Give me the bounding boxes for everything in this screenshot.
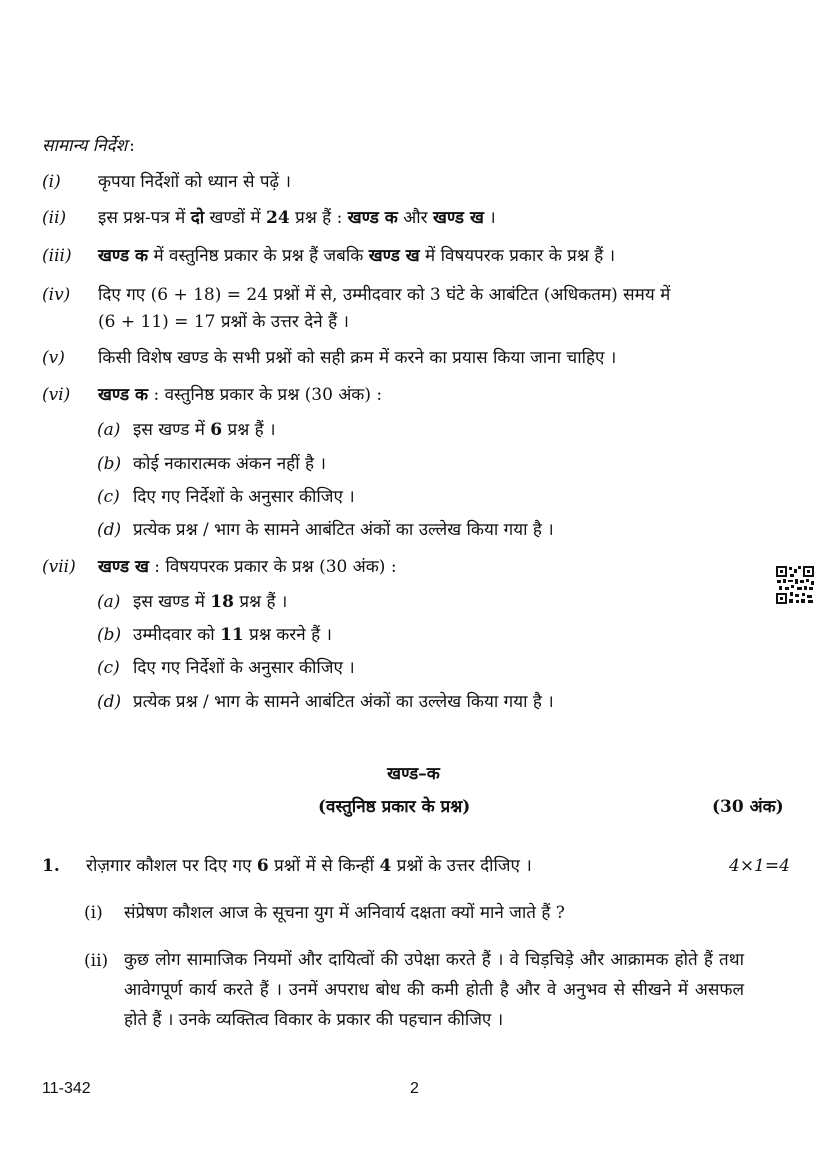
sub-instruction-text: इस खण्ड में 18 प्रश्न हैं । — [133, 592, 288, 612]
sub-instruction-number: (c) — [97, 658, 120, 678]
sub-instruction-text: कोई नकारात्मक अंकन नहीं है । — [133, 454, 326, 474]
paper-code: 11-342 — [42, 1080, 91, 1097]
instruction-text: कृपया निर्देशों को ध्यान से पढ़ें । — [98, 172, 291, 192]
sub-instruction-text: उम्मीदवार को 11 प्रश्न करने हैं । — [133, 625, 332, 645]
qr-code-image — [775, 565, 815, 605]
instruction-number: (v) — [42, 348, 65, 368]
sub-instruction-number: (b) — [97, 454, 122, 474]
instruction-number: (iii) — [42, 246, 72, 266]
sub-instruction-text: प्रत्येक प्रश्न / भाग के सामने आबंटित अंकों का उल्लेख किया गया है । — [133, 520, 554, 540]
question-text: रोज़गार कौशल पर दिए गए 6 प्रश्नों में से किन्हीं 4 प्रश्नों के उत्तर दीजिए । — [86, 856, 532, 876]
section-heading: खण्ड–क — [387, 764, 440, 784]
section-subheading: (वस्तुनिष्ठ प्रकार के प्रश्न) — [318, 797, 471, 817]
general-instructions-title: सामान्य निर्देश : — [42, 133, 135, 156]
instruction-number: (vi) — [42, 385, 71, 405]
sub-instruction-number: (a) — [97, 592, 121, 612]
sub-instruction-number: (c) — [97, 487, 120, 507]
instruction-text: इस प्रश्न-पत्र में दो खण्डों में 24 प्रश्न हैं : खण्ड क और खण्ड ख । — [98, 208, 496, 228]
sub-instruction-text: दिए गए निर्देशों के अनुसार कीजिए । — [133, 658, 355, 678]
instruction-number: (ii) — [42, 208, 67, 228]
question-marks: 4×1=4 — [729, 856, 790, 876]
sub-instruction-text: प्रत्येक प्रश्न / भाग के सामने आबंटित अंकों का उल्लेख किया गया है । — [133, 692, 554, 712]
instruction-text: किसी विशेष खण्ड के सभी प्रश्नों को सही क्रम में करने का प्रयास किया जाना चाहिए । — [98, 348, 617, 368]
instruction-text: खण्ड क : वस्तुनिष्ठ प्रकार के प्रश्न (30 अंक) : — [98, 385, 383, 405]
sub-instruction-number: (d) — [97, 520, 122, 540]
instruction-text: दिए गए (6 + 18) = 24 प्रश्नों में से, उम्मीदवार को 3 घंटे के आबंटित (अधिकतम) समय में — [98, 285, 671, 305]
question-part-text: कुछ लोग सामाजिक नियमों और दायित्वों की उपेक्षा करते हैं । वे चिड़चिड़े और आक्रामक होते हैं तथा आवेगपूर्ण कार्य करते हैं । उनमें अपराध बोध की कमी होती है और वे अनुभव से सीखने में असफल होते हैं । उनके व्यक्तित्व विकार के प्रकार की पहचान कीजिए । — [124, 950, 744, 1030]
sub-instruction-number: (a) — [97, 420, 121, 440]
instruction-number: (i) — [42, 172, 61, 192]
section-marks: (30 अंक) — [712, 797, 784, 817]
instruction-number: (iv) — [42, 285, 71, 305]
instruction-text: खण्ड क में वस्तुनिष्ठ प्रकार के प्रश्न हैं जबकि खण्ड ख में विषयपरक प्रकार के प्रश्न हैं । — [98, 246, 616, 266]
sub-instruction-number: (d) — [97, 692, 122, 712]
qr-code — [775, 565, 815, 605]
question-number: 1. — [42, 856, 60, 876]
instruction-number: (vii) — [42, 557, 76, 577]
sub-instruction-number: (b) — [97, 625, 122, 645]
question-part-number: (i) — [84, 903, 103, 923]
sub-instruction-text: इस खण्ड में 6 प्रश्न हैं । — [133, 420, 276, 440]
instruction-text: खण्ड ख : विषयपरक प्रकार के प्रश्न (30 अंक) : — [98, 557, 397, 577]
instruction-text: (6 + 11) = 17 प्रश्नों के उत्तर देने हैं । — [98, 312, 349, 332]
page-number: 2 — [410, 1080, 419, 1097]
question-part-number: (ii) — [84, 951, 109, 971]
sub-instruction-text: दिए गए निर्देशों के अनुसार कीजिए । — [133, 487, 355, 507]
question-part-text: संप्रेषण कौशल आज के सूचना युग में अनिवार्य दक्षता क्यों माने जाते हैं ? — [124, 903, 565, 923]
